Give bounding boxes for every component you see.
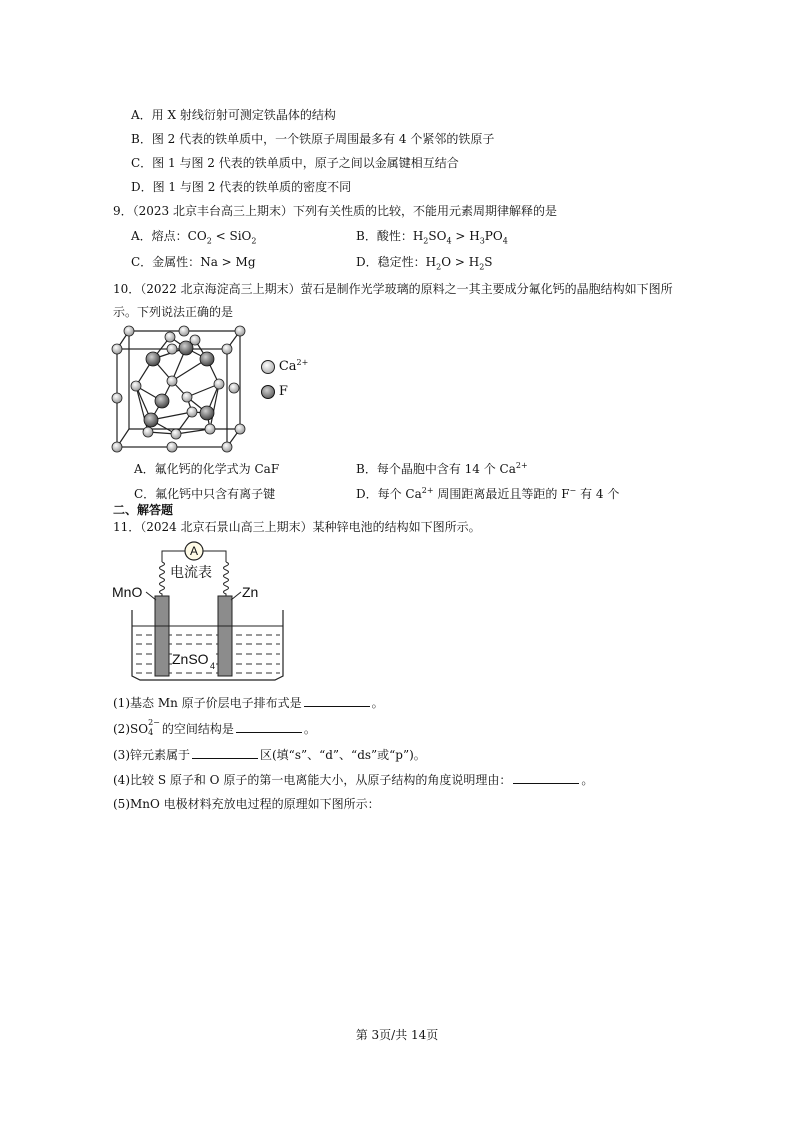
mno-label: MnO — [112, 584, 143, 600]
ca-ion-icon — [261, 360, 275, 374]
q9-option-b: B．酸性：$H_2SO_4 > H_3PO_4$ — [356, 229, 508, 246]
page-footer: 第 3页/共 14页 — [355, 1028, 439, 1042]
q10-option-a: A．氟化钙的化学式为 CaF — [134, 462, 280, 476]
q10-stem-line1: 10．（2022 北京海淀高三上期末）萤石是制作光学玻璃的原料之一其主要成分氟化钙的晶胞结构如下图所 — [113, 282, 673, 296]
zn-label: Zn — [242, 584, 259, 600]
q10-option-b: B．每个晶胞中含有 14 个 $Ca^{2+}$ — [356, 461, 528, 476]
q8-option-c: C．图 1 与图 2 代表的铁单质中，原子之间以金属键相互结合 — [131, 156, 459, 170]
q10-option-d: D．每个 $Ca^{2+}$ 周围距离最近且等距的 F− 有 4 个 — [356, 486, 620, 501]
ammeter-symbol: A — [189, 544, 199, 558]
q11-sub5: (5)MnO 电极材料充放电过程的原理如下图所示： — [113, 797, 380, 811]
q11-sub3: (3)锌元素属于 区(填“s”、“d”、“ds”或“p”)。 — [113, 748, 426, 762]
q9-stem: 9．（2023 北京丰台高三上期末）下列有关性质的比较，不能用元素周期律解释的是 — [113, 204, 557, 218]
q8-option-a: A．用 X 射线衍射可测定铁晶体的结构 — [131, 108, 336, 122]
answer-blank-2[interactable] — [236, 720, 302, 733]
ammeter-label: 电流表 — [170, 564, 212, 580]
answer-blank-1[interactable] — [304, 694, 370, 707]
legend-ca: $Ca^{2+}$ — [261, 359, 308, 374]
q9-option-c: C．金属性：Na > Mg — [131, 255, 256, 269]
legend-f: F — [261, 384, 288, 399]
section-heading: 二、解答题 — [113, 503, 174, 517]
q10-option-c: C．氟化钙中只含有离子键 — [134, 487, 276, 501]
q11-sub2: (2)SO 2− 4 的空间结构是 。 — [113, 718, 316, 737]
q11-sub4: (4)比较 S 原子和 O 原子的第一电离能大小，从原子结构的角度说明理由： 。 — [113, 773, 594, 787]
answer-blank-4[interactable] — [513, 771, 579, 784]
answer-blank-3[interactable] — [192, 746, 258, 759]
q8-option-b: B．图 2 代表的铁单质中，一个铁原子周围最多有 4 个紧邻的铁原子 — [131, 132, 495, 146]
q9-option-a: A．熔点：$CO_2 < SiO_2$ — [131, 229, 257, 246]
q11-sub1: (1)基态 Mn 原子价层电子排布式是 。 — [113, 696, 384, 710]
q8-option-d: D．图 1 与图 2 代表的铁单质的密度不同 — [131, 180, 352, 194]
solution-label: ZnSO — [172, 651, 209, 667]
zinc-battery-diagram — [110, 540, 285, 685]
f-ion-icon — [261, 385, 275, 399]
q11-stem: 11．（2024 北京石景山高三上期末）某种锌电池的结构如下图所示。 — [113, 520, 481, 534]
q10-stem-line2: 示。下列说法正确的是 — [113, 305, 234, 319]
solution-label-sub: 4 — [210, 661, 216, 671]
q9-option-d: D．稳定性：$H_2O > H_2S$ — [356, 255, 493, 272]
